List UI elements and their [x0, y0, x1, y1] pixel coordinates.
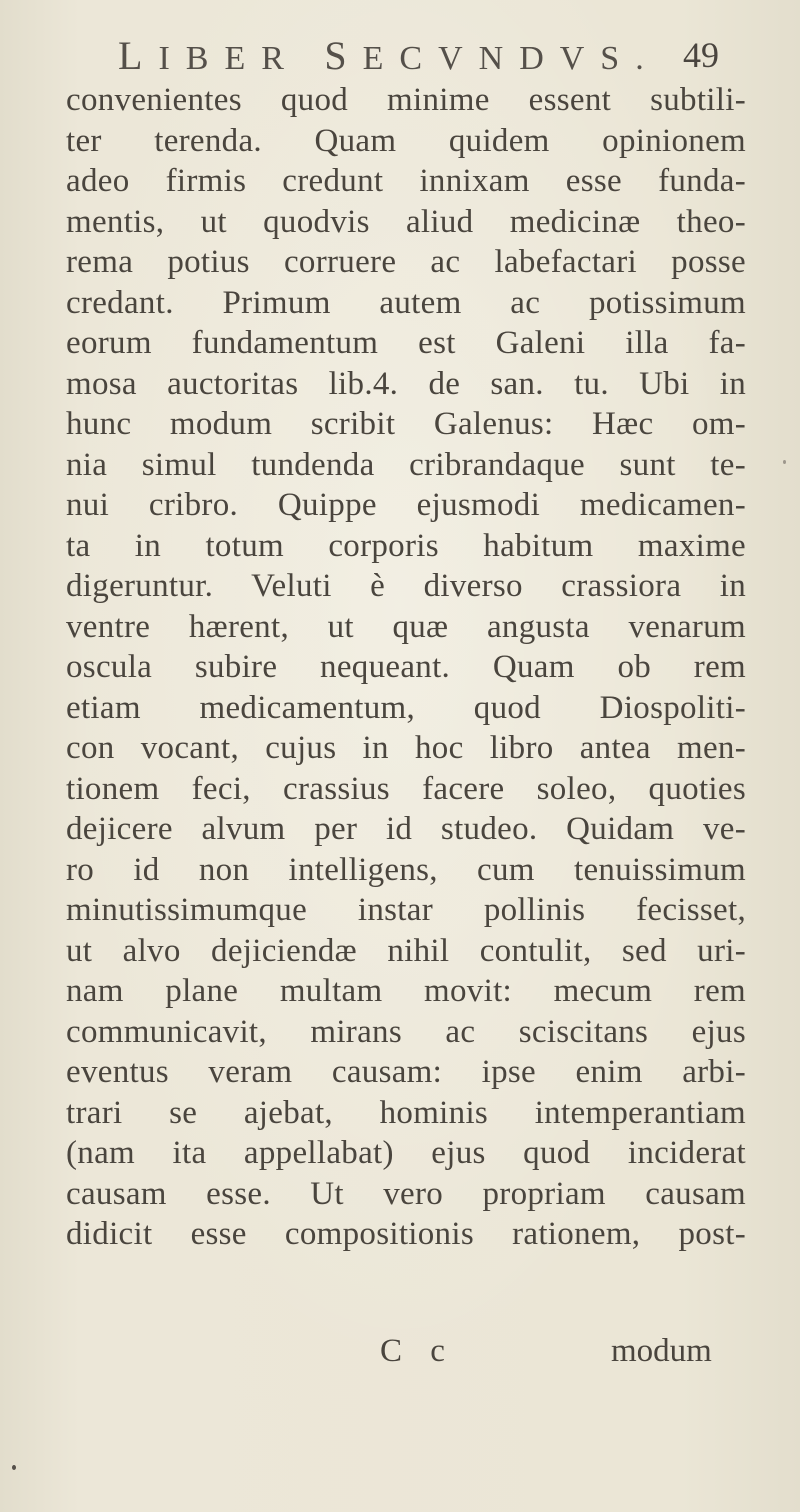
- text-line: ter terenda. Quam quidem opinionem: [66, 122, 746, 159]
- ink-speck: [12, 1465, 16, 1470]
- text-line: nia simul tundenda cribrandaque sunt te-: [66, 446, 746, 483]
- running-head-initial-2: S: [324, 33, 363, 78]
- text-line: credant. Primum autem ac potissimum: [66, 284, 746, 321]
- running-head-rest-1: IBER: [158, 40, 325, 77]
- text-line: causam esse. Ut vero propriam causam: [66, 1175, 746, 1212]
- page-number: 49: [683, 35, 719, 75]
- text-line: ta in totum corporis habitum maxime: [66, 527, 746, 564]
- text-line: etiam medicamentum, quod Diospoliti-: [66, 689, 746, 726]
- text-line: ventre hærent, ut quæ angusta venarum: [66, 608, 746, 645]
- text-line: ro id non intelligens, cum tenuissimum: [66, 851, 746, 888]
- signature-mark: C c: [380, 1333, 455, 1369]
- text-line: mosa auctoritas lib.4. de san. tu. Ubi in: [66, 365, 746, 402]
- text-line: eventus veram causam: ipse enim arbi-: [66, 1054, 746, 1090]
- text-line: nam plane multam movit: mecum rem: [66, 973, 746, 1009]
- text-line: digeruntur. Veluti è diverso crassiora in: [66, 568, 746, 604]
- running-head: [118, 32, 660, 79]
- text-line: tionem feci, crassius facere soleo, quoties: [66, 770, 746, 807]
- text-line: dejicere alvum per id studeo. Quidam ve-: [66, 811, 746, 847]
- text-line: nui cribro. Quippe ejusmodi medicamen-: [66, 487, 746, 523]
- text-line: trari se ajebat, hominis intemperantiam: [66, 1094, 746, 1131]
- text-line: con vocant, cujus in hoc libro antea men-: [66, 730, 746, 766]
- text-line: hunc modum scribit Galenus: Hæc om-: [66, 406, 746, 442]
- running-head-rest-2: ECVNDVS.: [362, 40, 660, 77]
- text-line: minutissimumque instar pollinis fecisset,: [66, 892, 746, 928]
- running-head-initial-1: L: [118, 33, 159, 78]
- text-line: oscula subire nequeant. Quam ob rem: [66, 649, 746, 685]
- text-line: rema potius corruere ac labefactari posse: [66, 244, 746, 280]
- text-line: (nam ita appellabat) ejus quod inciderat: [66, 1135, 746, 1171]
- text-line: didicit esse compositionis rationem, post-: [66, 1216, 746, 1252]
- body-text: [66, 80, 746, 1255]
- text-line: adeo firmis credunt innixam esse funda-: [66, 163, 746, 199]
- text-line: communicavit, mirans ac sciscitans ejus: [66, 1013, 746, 1050]
- page-footer: [0, 1333, 800, 1377]
- catchword: modum: [611, 1333, 712, 1369]
- ink-speck: [783, 460, 786, 464]
- text-line: ut alvo dejiciendæ nihil contulit, sed uri-: [66, 932, 746, 969]
- text-line: eorum fundamentum est Galeni illa fa-: [66, 325, 746, 361]
- page-header: [0, 28, 800, 78]
- text-line: convenientes quod minime essent subtili-: [66, 82, 746, 118]
- text-line: mentis, ut quodvis aliud medicinæ theo-: [66, 203, 746, 240]
